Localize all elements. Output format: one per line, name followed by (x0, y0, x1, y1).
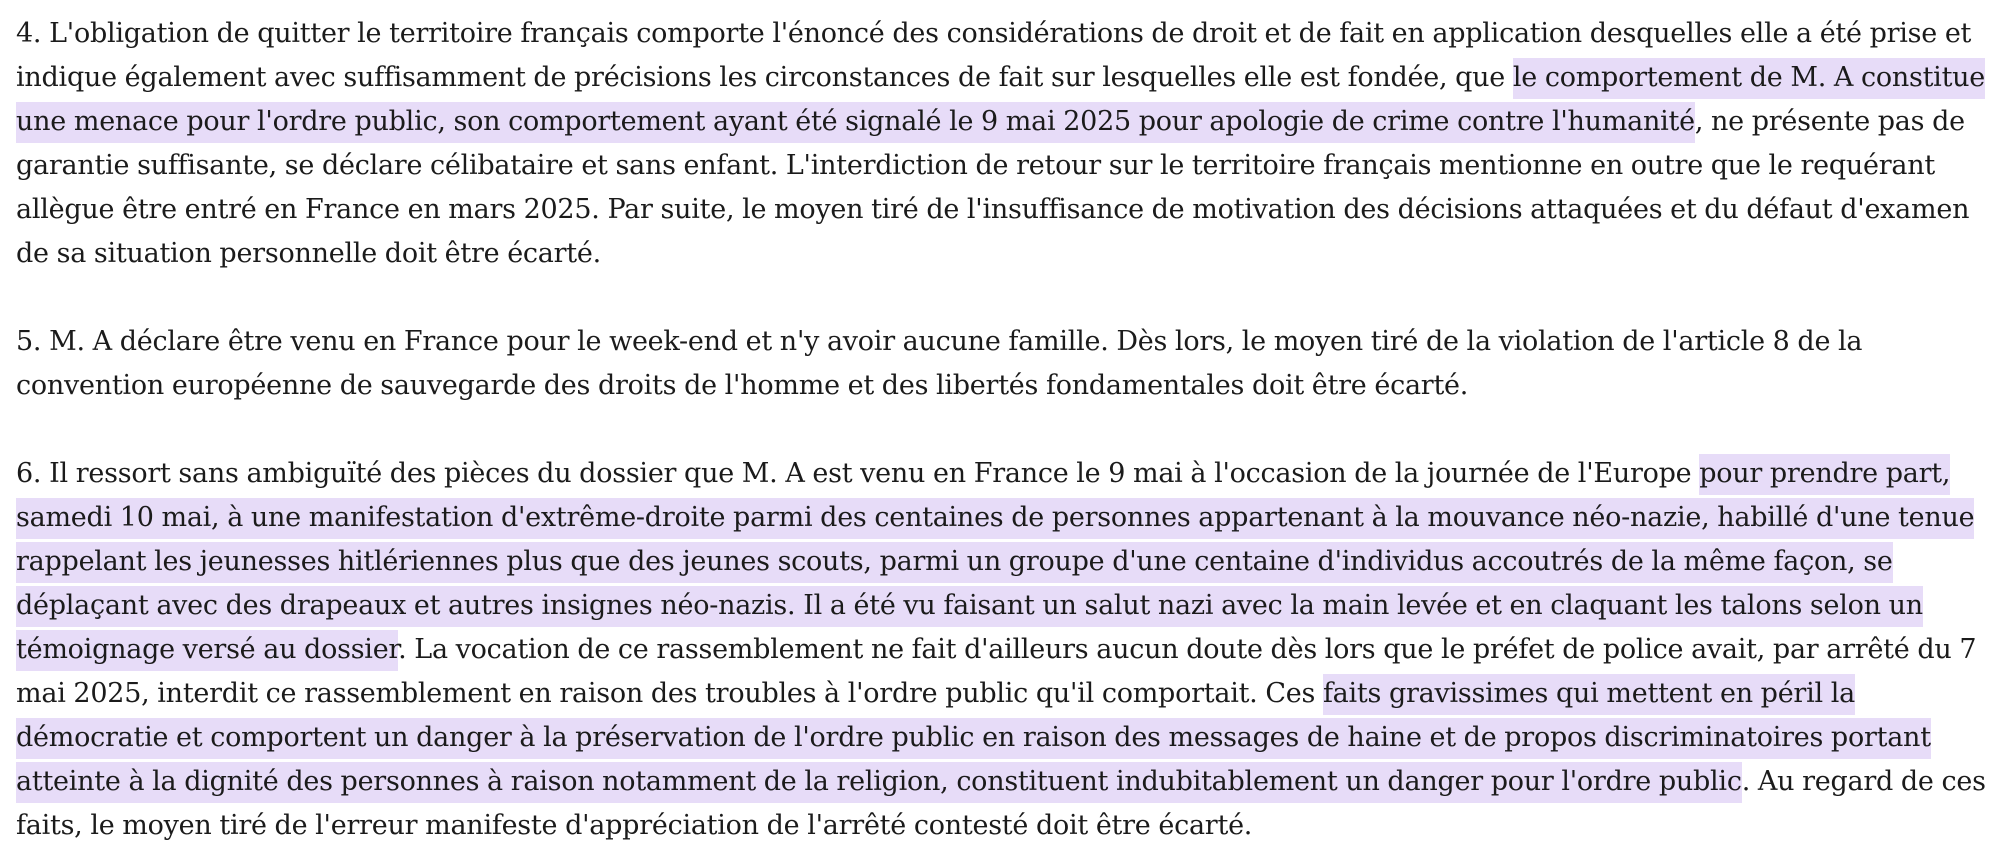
highlighted-passage[interactable]: faits gravissimes qui mettent en péril la démocratie et comportent un danger à la préservation de l'ordre public en raison des messages de haine et de propos discriminatoires portant atteinte à la dignité des personnes à raison notamment de la religion, constituent indubitablement un danger pour l'ordre public (16, 674, 1931, 803)
text-segment: 5. M. A déclare être venu en France pour le week-end et n'y avoir aucune famille. Dès lors, le moyen tiré de la violation de l'article 8 de la convention européenne de sauvegarde des droits de l'homme et des libertés fondamentales doit être écarté. (16, 326, 1863, 401)
highlighted-passage[interactable]: le comportement de M. A constitue une menace pour l'ordre public, son comportement ayant été signalé le 9 mai 2025 pour apologie de crime contre l'humanité (16, 58, 1985, 143)
paragraph-5 (16, 320, 1988, 408)
text-segment: . Au regard de ces faits, le moyen tiré de l'erreur manifeste d'appréciation de l'arrêté contesté doit être écarté. (16, 766, 1986, 841)
document-body (16, 12, 1988, 848)
text-segment: 6. Il ressort sans ambiguïté des pièces du dossier que M. A est venu en France le 9 mai à l'occasion de la journée de l'Europe (16, 458, 1700, 489)
paragraph-4 (16, 12, 1988, 276)
text-segment: , ne présente pas de garantie suffisante, se déclare célibataire et sans enfant. L'interdiction de retour sur le territoire français mentionne en outre que le requérant allègue être entré en France en mars 2025. Par suite, le moyen tiré de l'insuffisance de motivation des décisions attaquées et du défaut d'examen de sa situation personnelle doit être écarté. (16, 106, 1970, 269)
paragraph-6 (16, 452, 1988, 848)
text-segment: . La vocation de ce rassemblement ne fait d'ailleurs aucun doute dès lors que le préfet de police avait, par arrêté du 7 mai 2025, interdit ce rassemblement en raison des troubles à l'ordre public qu'il comportait. Ces (16, 634, 1977, 709)
highlighted-passage[interactable]: pour prendre part, samedi 10 mai, à une manifestation d'extrême-droite parmi des centaines de personnes appartenant à la mouvance néo-nazie, habillé d'une tenue rappelant les jeunesses hitlériennes plus que des jeunes scouts, parmi un groupe d'une centaine d'individus accoutrés de la même façon, se déplaçant avec des drapeaux et autres insignes néo-nazis. Il a été vu faisant un salut nazi avec la main levée et en claquant les talons selon un témoignage versé au dossier (16, 454, 1974, 671)
text-segment: 4. L'obligation de quitter le territoire français comporte l'énoncé des considérations de droit et de fait en application desquelles elle a été prise et indique également avec suffisamment de précisions les circonstances de fait sur lesquelles elle est fondée, que (16, 18, 1972, 93)
